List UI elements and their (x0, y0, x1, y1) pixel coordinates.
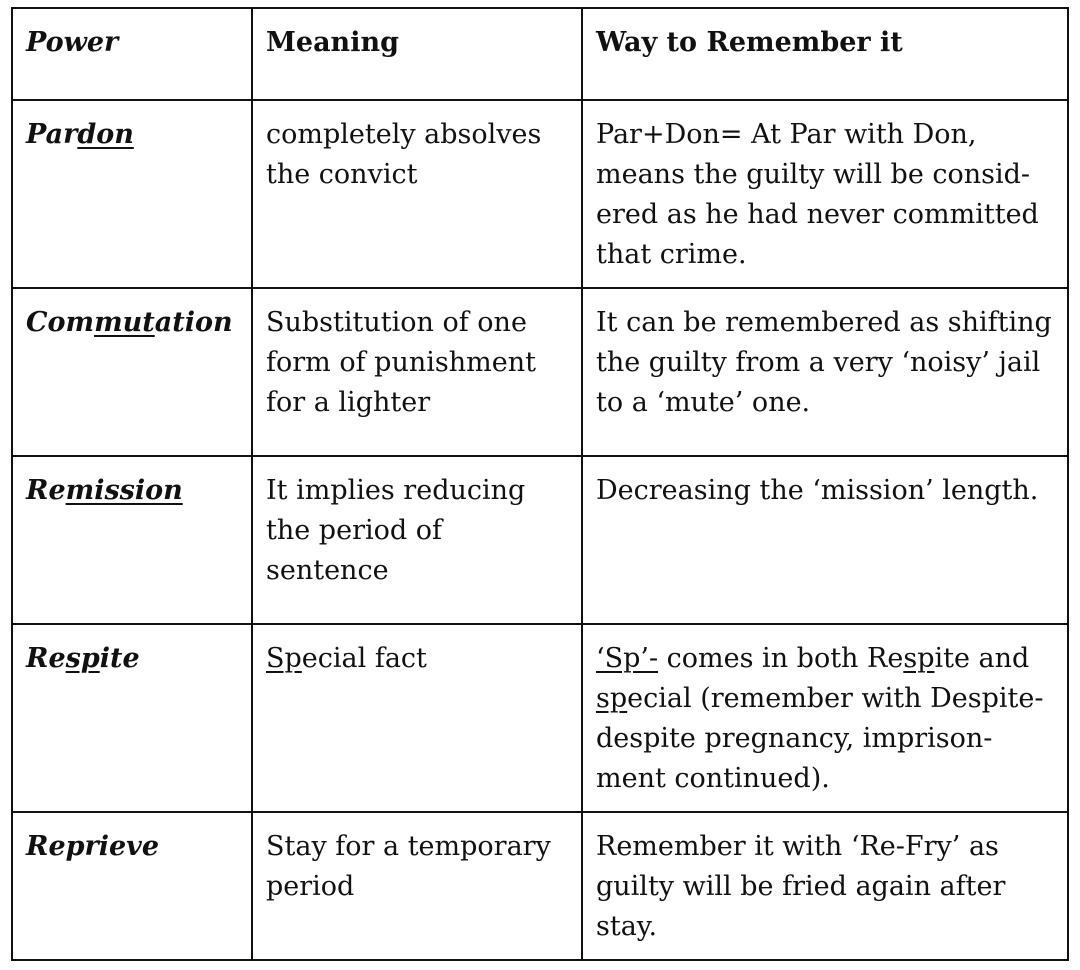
remember-line: that crime. (596, 239, 747, 270)
power-term: Pardon (26, 119, 134, 150)
meaning-cell (252, 812, 582, 960)
remember-line: stay. (596, 911, 658, 942)
power-term: Respite (26, 643, 140, 674)
header-power-label: Power (26, 27, 119, 58)
remember-cell (582, 456, 1068, 624)
remember-line: to a ‘mute’ one. (596, 387, 811, 418)
meaning-line: the convict (266, 159, 418, 190)
meaning-cell (252, 100, 582, 288)
remember-line: means the guilty will be consid- (596, 159, 1031, 190)
remember-line: despite pregnancy, imprison- (596, 723, 993, 754)
remember-line: Decreasing the ‘mission’ length. (596, 475, 1039, 506)
header-remember-label: Way to Remember it (596, 27, 903, 58)
header-row (12, 8, 1068, 100)
table-row (12, 456, 1068, 624)
meaning-line: Stay for a temporary (266, 831, 551, 862)
power-cell (12, 456, 252, 624)
header-meaning (252, 8, 582, 100)
remember-cell (582, 624, 1068, 812)
meaning-cell (252, 288, 582, 456)
remember-cell (582, 288, 1068, 456)
table-row (12, 288, 1068, 456)
remember-cell (582, 812, 1068, 960)
meaning-line: the period of (266, 515, 442, 546)
power-cell (12, 624, 252, 812)
table-row (12, 624, 1068, 812)
meaning-line: period (266, 871, 355, 902)
remember-line: ment continued). (596, 763, 830, 794)
meaning-line: It implies reducing (266, 475, 526, 506)
meaning-line: Special fact (266, 643, 427, 674)
power-term: Reprieve (26, 831, 160, 862)
remember-line: Par+Don= At Par with Don, (596, 119, 977, 150)
table-row (12, 100, 1068, 288)
meaning-line: Substitution of one (266, 307, 527, 338)
header-power (12, 8, 252, 100)
powers-table (11, 7, 1069, 961)
power-term: Commutation (26, 307, 233, 338)
remember-line: guilty will be fried again after (596, 871, 1006, 902)
meaning-cell (252, 456, 582, 624)
table-row (12, 812, 1068, 960)
header-remember (582, 8, 1068, 100)
header-meaning-label: Meaning (266, 27, 399, 58)
remember-line: It can be remembered as shifting (596, 307, 1052, 338)
meaning-line: completely absolves (266, 119, 542, 150)
meaning-line: for a lighter (266, 387, 431, 418)
meaning-line: sentence (266, 555, 389, 586)
power-term: Remission (26, 475, 183, 506)
power-cell (12, 100, 252, 288)
power-cell (12, 812, 252, 960)
remember-line: the guilty from a very ‘noisy’ jail (596, 347, 1041, 378)
remember-line: ‘Sp’- comes in both Respite and (596, 643, 1030, 674)
meaning-cell (252, 624, 582, 812)
meaning-line: form of punishment (266, 347, 536, 378)
power-cell (12, 288, 252, 456)
remember-line: ered as he had never committed (596, 199, 1039, 230)
remember-line: special (remember with Despite- (596, 683, 1044, 714)
remember-line: Remember it with ‘Re-Fry’ as (596, 831, 999, 862)
remember-cell (582, 100, 1068, 288)
